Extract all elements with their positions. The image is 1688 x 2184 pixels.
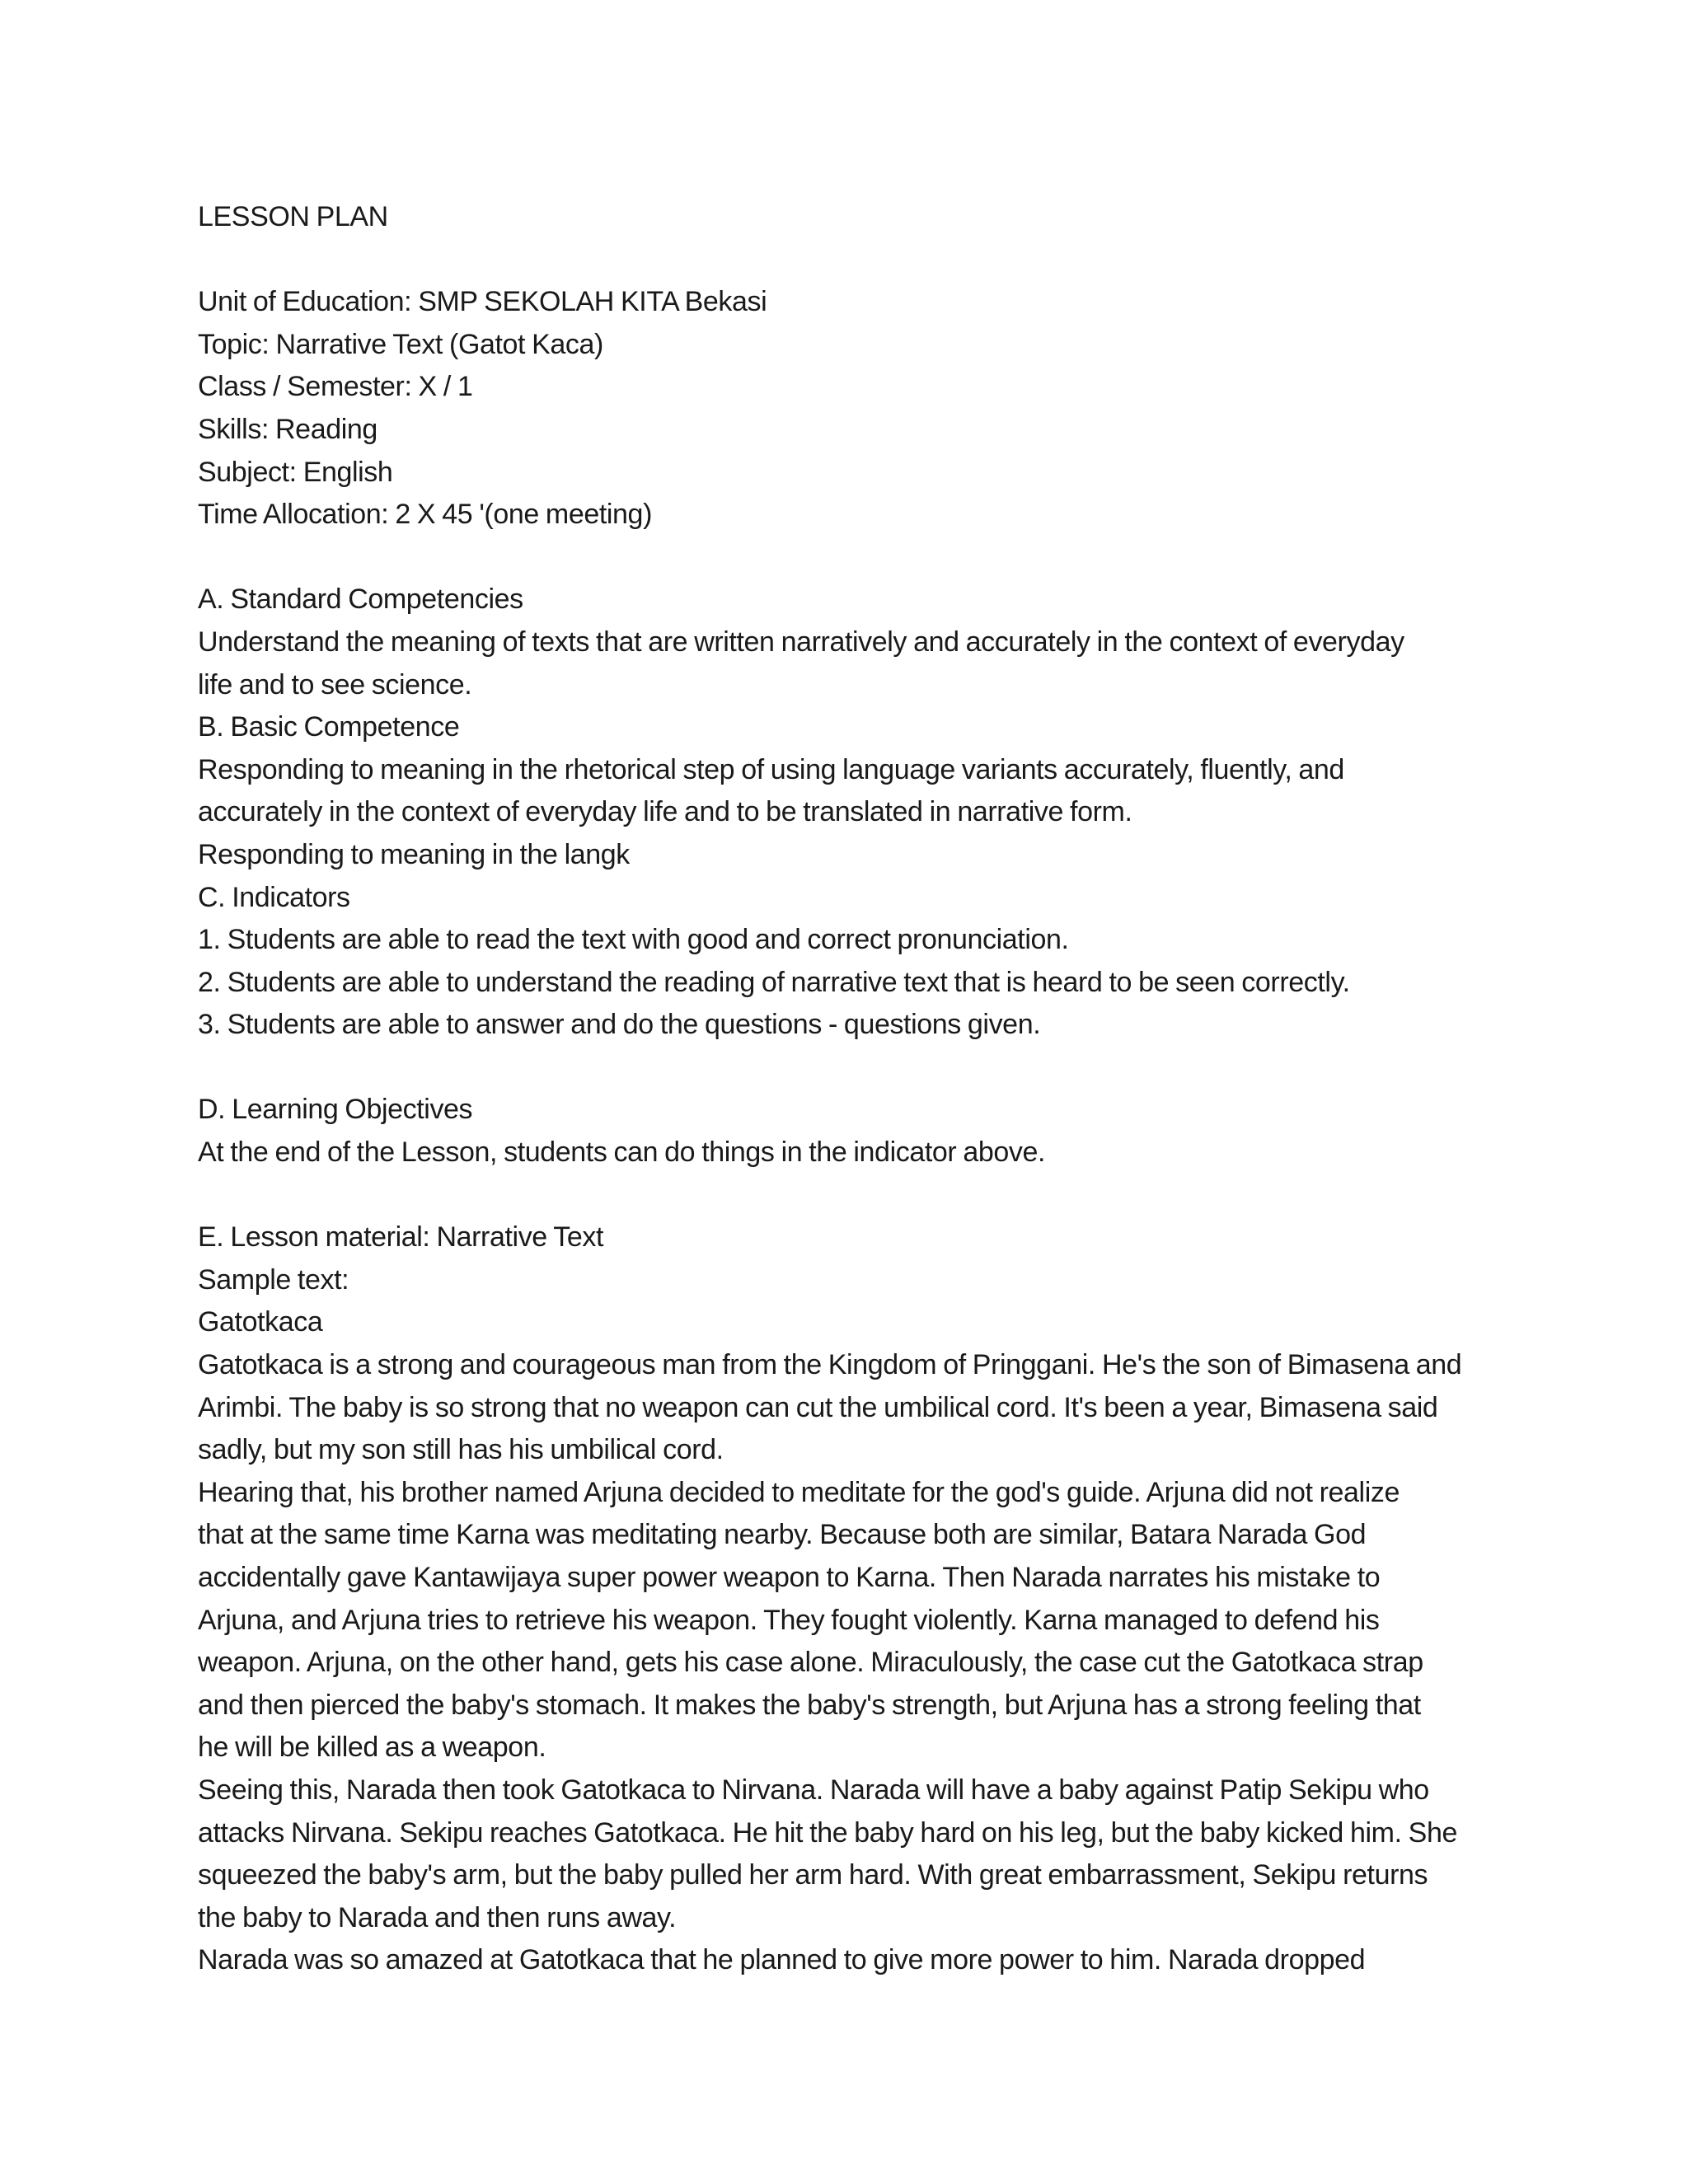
list-item: 2. Students are able to understand the reading of narrative text that is heard to be seen correctly.	[198, 966, 1350, 998]
paragraph-line: that at the same time Karna was meditating nearby. Because both are similar, Batara Narada God	[198, 1519, 1367, 1551]
paragraph-line: and then pierced the baby's stomach. It makes the baby's strength, but Arjuna has a strong feeling that	[198, 1689, 1421, 1721]
section-heading: C. Indicators	[198, 881, 350, 913]
spacer	[198, 1047, 1500, 1090]
paragraph-line: accidentally gave Kantawijaya super power weapon to Karna. Then Narada narrates his mistake to	[198, 1562, 1381, 1593]
paragraph-line: life and to see science.	[198, 668, 472, 701]
paragraph-line: Responding to meaning in the langk	[198, 838, 630, 870]
section-indicators	[198, 877, 1500, 1047]
paragraph-line: attacks Nirvana. Sekipu reaches Gatotkaca. He hit the baby hard on his leg, but the baby kicked him. She	[198, 1816, 1457, 1849]
story-title: Gatotkaca	[198, 1306, 323, 1338]
paragraph-line: he will be killed as a weapon.	[198, 1732, 546, 1764]
info-block	[198, 281, 1500, 537]
section-heading: A. Standard Competencies	[198, 583, 523, 616]
paragraph-line: Hearing that, his brother named Arjuna decided to meditate for the god's guide. Arjuna did not realize	[198, 1476, 1400, 1508]
paragraph-line: Arjuna, and Arjuna tries to retrieve his weapon. They fought violently. Karna managed to defend his	[198, 1604, 1380, 1636]
spacer	[198, 537, 1500, 579]
info-class-semester: Class / Semester: X / 1	[198, 371, 473, 403]
spacer	[198, 1174, 1500, 1217]
info-unit-of-education: Unit of Education: SMP SEKOLAH KITA Bekasi	[198, 286, 767, 318]
paragraph-line: Responding to meaning in the rhetorical step of using language variants accurately, fluently, and	[198, 753, 1344, 785]
section-heading: B. Basic Competence	[198, 711, 460, 743]
document-body	[198, 196, 1500, 1982]
info-skills: Skills: Reading	[198, 413, 377, 445]
list-item: 1. Students are able to read the text with good and correct pronunciation.	[198, 924, 1069, 956]
paragraph-line: sadly, but my son still has his umbilical cord.	[198, 1434, 724, 1466]
paragraph-line: Arimbi. The baby is so strong that no weapon can cut the umbilical cord. It's been a year, Bimasena said	[198, 1391, 1438, 1423]
paragraph-line: Sample text:	[198, 1263, 349, 1296]
info-subject: Subject: English	[198, 456, 393, 488]
paragraph-line: squeezed the baby's arm, but the baby pulled her arm hard. With great embarrassment, Sekipu returns	[198, 1859, 1428, 1891]
section-heading: E. Lesson material: Narrative Text	[198, 1221, 603, 1254]
section-lesson-material	[198, 1216, 1500, 1982]
section-standard-competencies	[198, 579, 1500, 706]
document-title: LESSON PLAN	[198, 201, 388, 232]
section-basic-competence	[198, 706, 1500, 876]
paragraph-line: Seeing this, Narada then took Gatotkaca to Nirvana. Narada will have a baby against Patip Sekipu who	[198, 1774, 1429, 1806]
paragraph-line: Narada was so amazed at Gatotkaca that he planned to give more power to him. Narada dropped	[198, 1944, 1366, 1976]
paragraph-line: weapon. Arjuna, on the other hand, gets his case alone. Miraculously, the case cut the Gatotkaca strap	[198, 1647, 1423, 1679]
section-heading: D. Learning Objectives	[198, 1094, 473, 1126]
paragraph-line: the baby to Narada and then runs away.	[198, 1901, 677, 1933]
info-topic: Topic: Narrative Text (Gatot Kaca)	[198, 328, 603, 360]
spacer	[198, 239, 1500, 282]
info-time-allocation: Time Allocation: 2 X 45 '(one meeting)	[198, 499, 652, 531]
paragraph-line: accurately in the context of everyday life and to be translated in narrative form.	[198, 796, 1132, 828]
paragraph-line: Understand the meaning of texts that are written narratively and accurately in the context of everyday	[198, 626, 1404, 658]
paragraph-line: Gatotkaca is a strong and courageous man from the Kingdom of Pringgani. He's the son of Bimasena and	[198, 1349, 1462, 1381]
paragraph-line: At the end of the Lesson, students can do things in the indicator above.	[198, 1137, 1046, 1169]
section-learning-objectives	[198, 1089, 1500, 1174]
list-item: 3. Students are able to answer and do the questions - questions given.	[198, 1009, 1041, 1041]
